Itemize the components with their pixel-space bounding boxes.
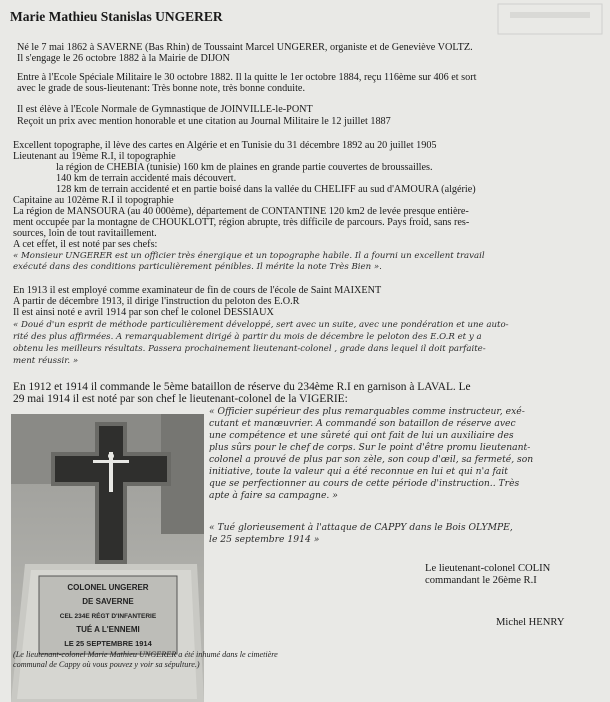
handwritten-note-line: apte à faire sa campagne. » [209, 490, 338, 501]
topographe-line: sources, loin de tout ravitaillement. [13, 228, 157, 239]
page-title: Marie Mathieu Stanislas UNGERER [10, 9, 223, 24]
saint-maixent-line: Il est ainsi noté e avril 1914 par son chef le colonel DESSIAUX [13, 307, 274, 318]
topographe-line: Capitaine au 102ème R.I il topographie [13, 195, 174, 206]
plaque-text: DE SAVERNE [82, 597, 134, 606]
plaque-text: TUÉ A L'ENNEMI [76, 625, 140, 634]
birth-line: Il s'engage le 26 octobre 1882 à la Mairie de DIJON [17, 53, 230, 64]
signature-colin: Le lieutenant-colonel COLIN [425, 563, 551, 574]
signature-author: Michel HENRY [496, 617, 565, 628]
topographe-line: la région de CHEBIA (tunisie) 160 km de plaines en grande partie couvertes de broussailles. [56, 162, 433, 173]
ecole-line: avec le grade de sous-lieutenant: Très bonne note, très bonne conduite. [17, 83, 306, 94]
handwritten-note-line: obtenu les meilleurs résultats. Passera prochainement lieutenant-colonel , grade dans lequel il doit parfaite- [13, 344, 486, 354]
handwritten-note-line: « Tué glorieusement à l'attaque de CAPPY dans le Bois OLYMPE, [209, 522, 513, 533]
topographe-line: 140 km de terrain accidenté mais découvert. [56, 173, 237, 184]
topographe-line: Lieutenant au 19ème R.I, il topographie [13, 151, 176, 162]
saint-maixent-line: En 1913 il est employé comme examinateur de fin de cours de l'école de Saint MAIXENT [13, 285, 382, 296]
plaque-text: CEL 234E RÉGT D'INFANTERIE [59, 613, 157, 620]
handwritten-note-line: le 25 septembre 1914 » [209, 534, 320, 545]
topographe-line: Excellent topographe, il lève des cartes en Algérie et en Tunisie du 31 décembre 1892 au 20 juillet 1905 [13, 140, 437, 151]
saint-maixent-line: A partir de décembre 1913, il dirige l'instruction du peloton des E.O.R [13, 296, 300, 307]
plaque-text: LE 25 SEPTEMBRE 1914 [64, 639, 152, 648]
photo-caption: communal de Cappy où vous pouvez y voir sa sépulture.) [13, 660, 200, 669]
handwritten-note-line: cutant et manœuvrier. A commandé son bataillon de réserve avec [209, 418, 516, 429]
gymnastique-line: Il est élève à l'Ecole Normale de Gymnastique de JOINVILLE-le-PONT [17, 104, 313, 115]
handwritten-note-line: exécuté dans des conditions particulièrement pénibles. Il mérite la note Très Bien ». [13, 262, 382, 272]
handwritten-note-line: « Officier supérieur des plus remarquables comme instructeur, exé- [209, 406, 525, 417]
handwritten-note-line: initiative, toute la valeur qui a été reconnue en lui et qui n'a fait [209, 466, 509, 477]
topographe-line: La région de MANSOURA (au 40 000ème), département de CONTANTINE 120 km2 de levée presque entière- [13, 206, 469, 217]
handwritten-note-line: que se perfectionner au cours de cette période d'instruction.. Très [209, 478, 520, 489]
ecole-line: Entre à l'Ecole Spéciale Militaire le 30 octobre 1882. Il la quitte le 1er octobre 1884, reçu 116ème sur 406 et sort [17, 72, 477, 83]
handwritten-note-line: ment réussir. » [13, 356, 79, 366]
laval-line: 29 mai 1914 il est noté par son chef le lieutenant-colonel de la VIGERIE: [13, 393, 348, 405]
gymnastique-line: Reçoit un prix avec mention honorable et une citation au Journal Militaire le 12 juillet 1887 [17, 116, 391, 127]
topographe-line: ment occupée par la montagne de CHOUKLOTT, région abrupte, très difficile de parcours. Pays froid, sans res- [13, 217, 470, 228]
birth-line: Né le 7 mai 1862 à SAVERNE (Bas Rhin) de Toussaint Marcel UNGERER, organiste et de Geneviève VOLTZ. [17, 42, 473, 53]
handwritten-note-line: « Monsieur UNGERER est un officier très énergique et un topographe habile. Il a fourni un excellent travail [13, 251, 485, 261]
handwritten-note-line: colonel a prouvé de plus par son zèle, son coup d'œil, sa fermeté, son [209, 454, 534, 465]
topographe-line: 128 km de terrain accidenté et en partie boisé dans la vallée du CHELIFF au sud d'AMOURA (algérie) [56, 184, 476, 195]
handwritten-note-line: rité des plus affirmées. A remarquablement dirigé à partir du mois de décembre le peloton des E.O.R et y a [13, 332, 482, 342]
photo-caption: (Le lieutenant-colonel Marie Mathieu UNGERER a été inhumé dans le cimetière [13, 650, 278, 659]
plaque-text: COLONEL UNGERER [67, 583, 149, 592]
watermark-graphic [490, 0, 610, 40]
topographe-line: A cet effet, il est noté par ses chefs: [13, 239, 158, 250]
signature-colin: commandant le 26ème R.I [425, 575, 537, 586]
handwritten-note-line: une compétence et une sûreté qui ont fait de lui un auxiliaire des [209, 430, 514, 441]
laval-line: En 1912 et 1914 il commande le 5ème bataillon de réserve du 234ème R.I en garnison à LAVAL. Le [13, 381, 471, 393]
handwritten-note-line: « Doué d'un esprit de méthode particulièrement développé, sert avec un suite, avec une pondération et une auto- [13, 320, 509, 330]
handwritten-note-line: plus sûrs pour le chef de corps. Sur le point d'être promu lieutenant- [209, 442, 531, 453]
